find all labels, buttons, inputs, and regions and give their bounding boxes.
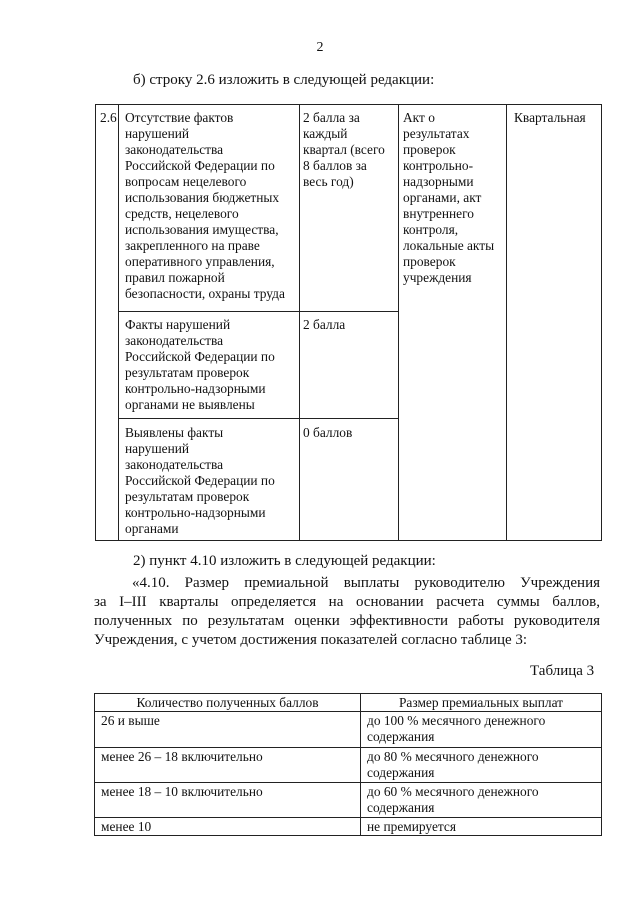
document-line: результатах xyxy=(403,126,470,141)
page-number: 2 xyxy=(316,40,324,55)
bonus-size-cell: до 60 % месячного денежного содержания xyxy=(361,783,602,818)
table-divider xyxy=(398,105,399,540)
score-line: весь год) xyxy=(303,174,354,189)
criterion-line: нарушений xyxy=(125,126,190,141)
table-row xyxy=(95,818,602,836)
document-line: органами, акт xyxy=(403,190,482,205)
criterion-line: органами xyxy=(125,521,179,536)
bonus-table xyxy=(94,693,602,836)
criterion-line: Выявлены факты xyxy=(125,425,224,440)
criterion-line: результатам проверок xyxy=(125,489,250,504)
criterion-line: нарушений xyxy=(125,441,190,456)
criterion-line: контрольно-надзорными xyxy=(125,505,266,520)
criterion-line: оперативного управления, xyxy=(125,254,275,269)
criterion-line: результатам проверок xyxy=(125,365,250,380)
document-line: локальные акты xyxy=(403,238,495,253)
quote-line: полученных по результатам оценки эффективности работы руководителя xyxy=(94,613,600,629)
table-divider xyxy=(118,418,398,419)
bonus-size-cell: до 100 % месячного денежного содержания xyxy=(361,712,602,748)
criterion-cell xyxy=(125,425,297,537)
score-line: 2 балла xyxy=(303,317,346,332)
period-cell: Квартальная xyxy=(514,110,586,125)
document-line: надзорными xyxy=(403,174,474,189)
criterion-line: вопросам нецелевого xyxy=(125,174,247,189)
criterion-line: Российской Федерации по xyxy=(125,473,275,488)
score-cell xyxy=(303,425,396,441)
document-line: Акт о xyxy=(403,110,435,125)
criterion-line: Российской Федерации по xyxy=(125,349,275,364)
criterion-line: законодательства xyxy=(125,142,224,157)
quote-line: Учреждения, с учетом достижения показателей согласно таблице 3: xyxy=(94,632,528,648)
score-cell xyxy=(303,110,396,190)
criterion-line: контрольно-надзорными xyxy=(125,381,266,396)
score-range-cell: менее 26 – 18 включительно xyxy=(95,748,361,783)
quote-line: за I–III кварталы определяется на основании расчета суммы баллов, xyxy=(94,594,600,610)
document-line: проверок xyxy=(403,254,456,269)
document-line: контрольно- xyxy=(403,158,474,173)
criterion-line: законодательства xyxy=(125,333,224,348)
score-range-cell: 26 и выше xyxy=(95,712,361,748)
table-row xyxy=(95,712,602,748)
score-line: 8 баллов за xyxy=(303,158,367,173)
document-line: проверок xyxy=(403,142,456,157)
table-divider xyxy=(118,311,398,312)
score-range-cell: менее 10 xyxy=(95,818,361,836)
criteria-table xyxy=(95,104,602,541)
table-divider xyxy=(118,105,119,540)
table-header-row xyxy=(95,694,602,712)
table-row xyxy=(95,748,602,783)
document-line: учреждения xyxy=(403,270,472,285)
criterion-cell xyxy=(125,110,295,302)
criterion-line: закрепленного на праве xyxy=(125,238,260,253)
document-cell xyxy=(403,110,503,286)
quote-block xyxy=(94,574,600,650)
criterion-line: использования бюджетных xyxy=(125,190,280,205)
criterion-line: безопасности, охраны труда xyxy=(125,286,285,301)
amendment-item-2: 2) пункт 4.10 изложить в следующей редакции: xyxy=(133,553,436,569)
criterion-line: использования имущества, xyxy=(125,222,279,237)
criterion-line: средств, нецелевого xyxy=(125,206,239,221)
score-line: квартал (всего xyxy=(303,142,385,157)
quote-line: «4.10. Размер премиальной выплаты руководителю Учреждения xyxy=(132,575,600,591)
score-range-cell: менее 18 – 10 включительно xyxy=(95,783,361,818)
criterion-cell xyxy=(125,317,297,413)
score-cell xyxy=(303,317,396,333)
table-caption: Таблица 3 xyxy=(530,663,595,679)
criterion-line: правил пожарной xyxy=(125,270,225,285)
document-line: контроля, xyxy=(403,222,459,237)
row-number: 2.6 xyxy=(100,110,117,125)
score-line: каждый xyxy=(303,126,348,141)
document-line: внутреннего xyxy=(403,206,474,221)
score-line: 2 балла за xyxy=(303,110,360,125)
table-row xyxy=(95,783,602,818)
criterion-line: Российской Федерации по xyxy=(125,158,275,173)
column-header: Размер премиальных выплат xyxy=(361,694,602,712)
criterion-line: органами не выявлены xyxy=(125,397,255,412)
bonus-size-cell: не премируется xyxy=(361,818,602,836)
criterion-line: законодательства xyxy=(125,457,224,472)
score-line: 0 баллов xyxy=(303,425,353,440)
amendment-intro-b: б) строку 2.6 изложить в следующей редакции: xyxy=(133,72,435,88)
table-divider xyxy=(506,105,507,540)
column-header: Количество полученных баллов xyxy=(95,694,361,712)
bonus-size-cell: до 80 % месячного денежного содержания xyxy=(361,748,602,783)
criterion-line: Факты нарушений xyxy=(125,317,231,332)
criterion-line: Отсутствие фактов xyxy=(125,110,234,125)
table-divider xyxy=(299,105,300,540)
